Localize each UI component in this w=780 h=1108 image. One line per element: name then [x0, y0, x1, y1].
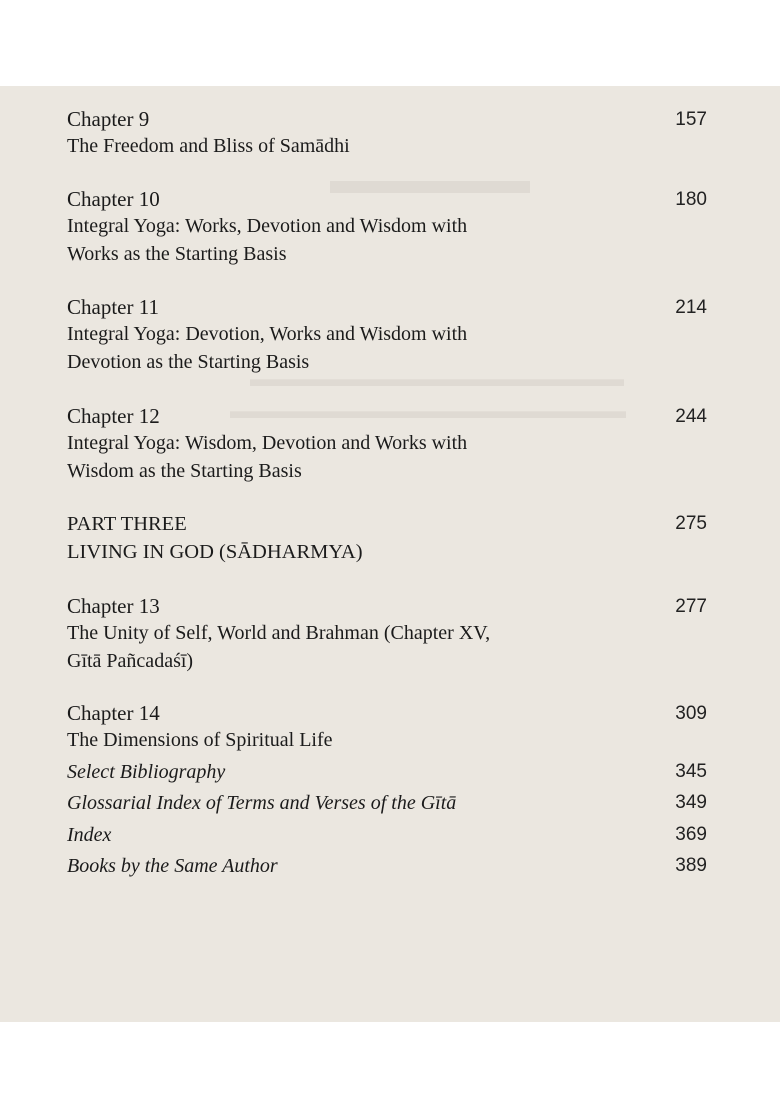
toc-entry-books-by-author[interactable]: [67, 851, 707, 881]
page-number: 277: [675, 596, 707, 617]
entry-label: Select Bibliography: [67, 761, 226, 783]
toc-entry-chapter-9[interactable]: [67, 106, 707, 161]
page-number: 345: [675, 761, 707, 782]
chapter-title-line: Works as the Starting Basis: [67, 242, 287, 265]
chapter-title-line: Integral Yoga: Wisdom, Devotion and Works with: [67, 432, 468, 454]
chapter-heading: Chapter 10: [67, 187, 160, 211]
bleed-through-decoration: ▬▬▬▬▬: [330, 157, 530, 202]
chapter-heading: Chapter 12: [67, 404, 160, 428]
toc-entry-chapter-14[interactable]: [67, 700, 707, 755]
toc-entry-select-bibliography[interactable]: [67, 757, 707, 787]
chapter-heading: Chapter 11: [67, 295, 159, 319]
chapter-title-line: Gītā Pañcadaśī): [67, 649, 194, 672]
toc-entry-chapter-11[interactable]: [67, 294, 707, 376]
chapter-title-line: Integral Yoga: Works, Devotion and Wisdom with: [67, 215, 468, 237]
toc-entry-part-three[interactable]: [67, 510, 707, 566]
chapter-title-line: Devotion as the Starting Basis: [67, 350, 310, 373]
part-heading: PART THREE: [67, 513, 187, 535]
chapter-heading: Chapter 13: [67, 594, 160, 618]
bleed-through-decoration: ▬▬▬▬▬▬▬▬▬▬▬▬▬▬▬▬▬: [250, 366, 624, 391]
page-number: 244: [675, 406, 707, 427]
page-number: 214: [675, 297, 707, 318]
toc-entry-chapter-10[interactable]: [67, 186, 707, 268]
page-number: 369: [675, 824, 707, 845]
page-number: 157: [675, 109, 707, 130]
page-sheet: [0, 86, 780, 1022]
chapter-title-line: The Dimensions of Spiritual Life: [67, 729, 333, 751]
chapter-title-line: The Unity of Self, World and Brahman (Chapter XV,: [67, 622, 491, 644]
toc-entry-index[interactable]: [67, 820, 707, 850]
page-number: 275: [675, 513, 707, 534]
entry-label: Index: [67, 824, 112, 846]
chapter-title-line: Wisdom as the Starting Basis: [67, 459, 302, 482]
toc-entry-chapter-12[interactable]: [67, 403, 707, 485]
part-title: LIVING IN GOD (SĀDHARMYA): [67, 541, 363, 563]
chapter-title-line: Integral Yoga: Devotion, Works and Wisdom with: [67, 323, 468, 345]
bleed-through-decoration: ▬▬▬▬▬▬▬▬▬▬▬▬▬▬▬▬▬▬: [230, 398, 626, 423]
page-number: 349: [675, 792, 707, 813]
page-number: 180: [675, 189, 707, 210]
toc-entry-chapter-13[interactable]: [67, 593, 707, 675]
entry-label: Books by the Same Author: [67, 855, 278, 877]
chapter-title-line: The Freedom and Bliss of Samādhi: [67, 135, 350, 157]
page-number: 389: [675, 855, 707, 876]
chapter-heading: Chapter 14: [67, 701, 160, 725]
toc-entry-glossarial-index[interactable]: [67, 788, 707, 818]
chapter-heading: Chapter 9: [67, 107, 150, 131]
page-number: 309: [675, 703, 707, 724]
entry-label: Glossarial Index of Terms and Verses of the Gītā: [67, 792, 457, 814]
